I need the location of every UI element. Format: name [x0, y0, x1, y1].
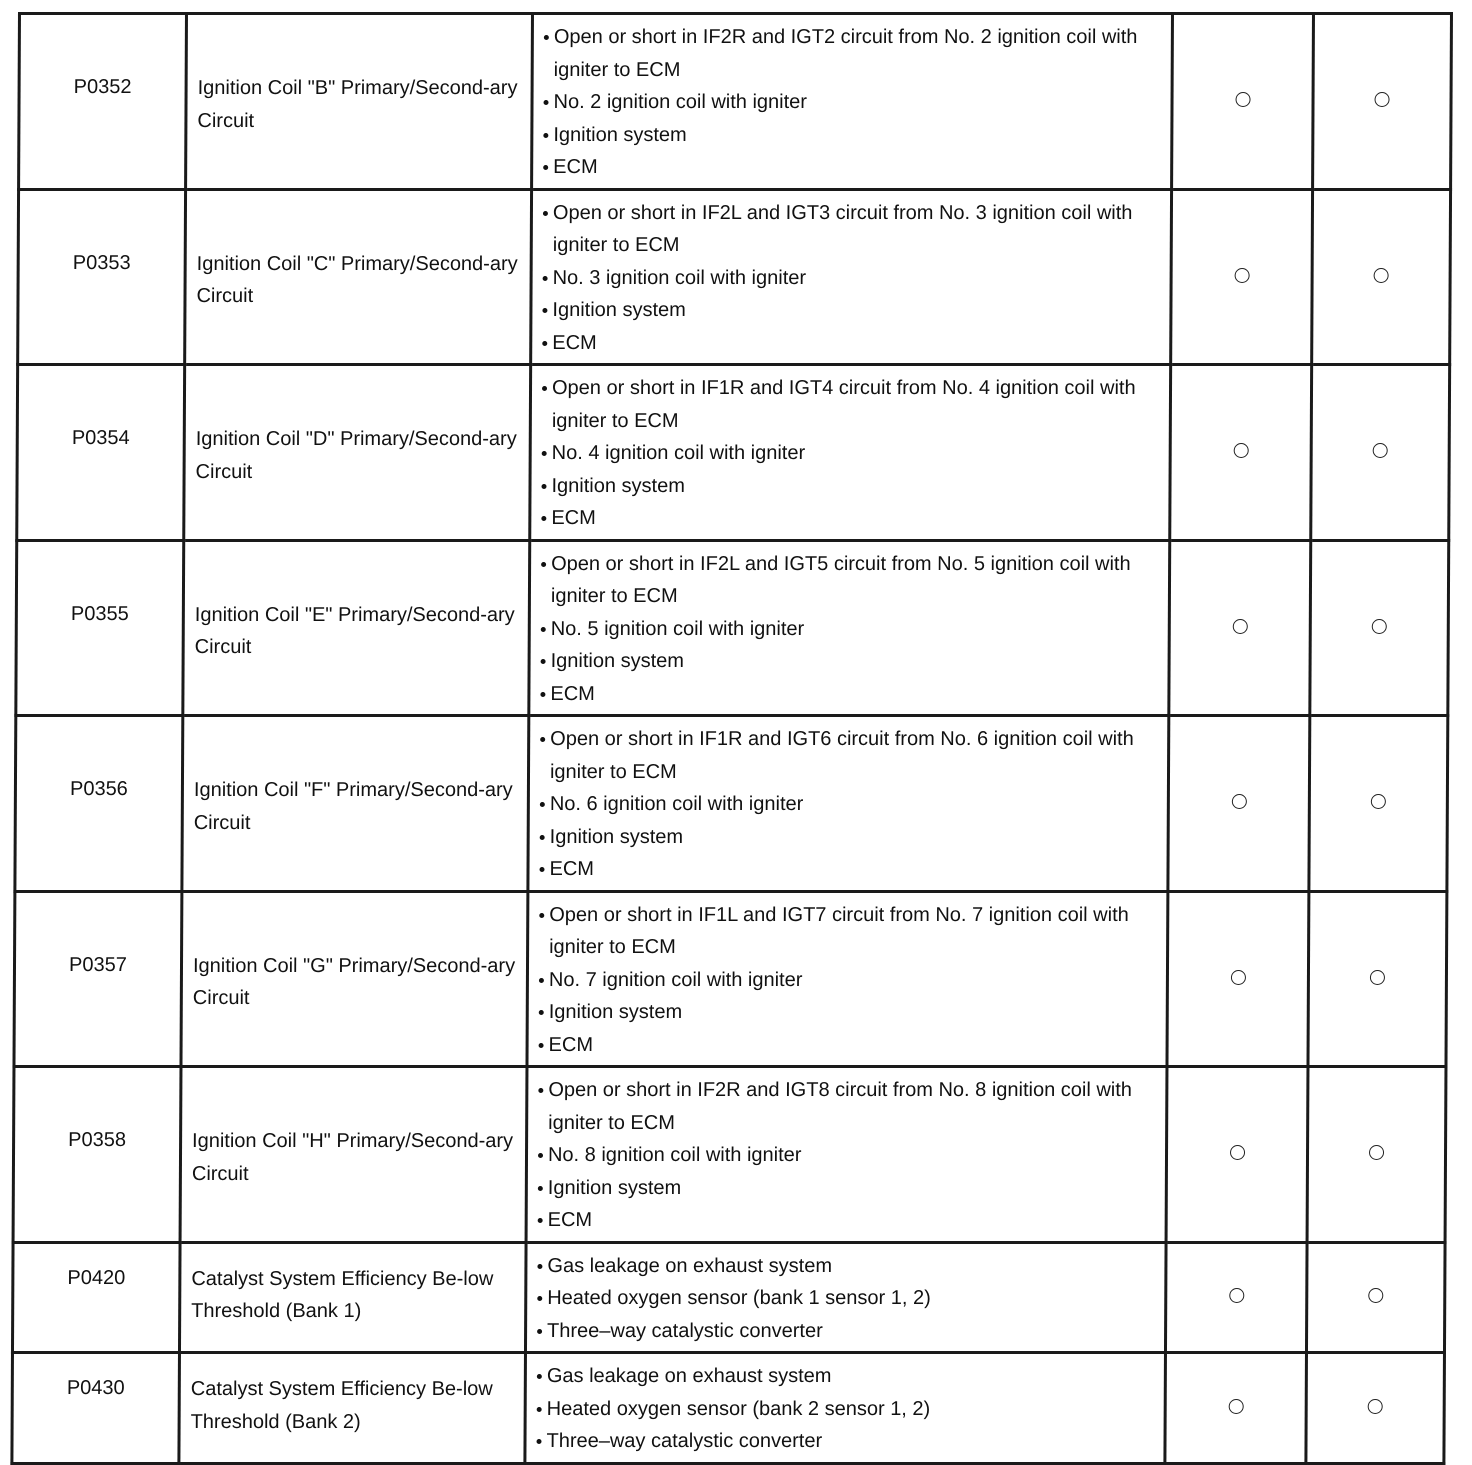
- table-row: [14, 891, 1447, 1067]
- cause-item: Open or short in IF2R and IGT2 circuit from No. 2 ignition coil with igniter to ECM: [542, 21, 1163, 86]
- cause-item: ECM: [537, 1029, 1158, 1062]
- check-mark-cell: [1169, 540, 1311, 716]
- circle-mark-icon: [1374, 268, 1389, 283]
- detection-item: Ignition Coil "B" Primary/Second-ary Circuit: [186, 14, 533, 190]
- cause-item: Ignition system: [541, 119, 1162, 152]
- dtc-table-body: [12, 14, 1452, 1464]
- circle-mark-icon: [1228, 1399, 1243, 1414]
- cause-item: Gas leakage on exhaust system: [535, 1250, 1156, 1283]
- cause-item: Ignition system: [540, 294, 1161, 327]
- circle-mark-icon: [1229, 1145, 1244, 1160]
- cause-item: Open or short in IF1R and IGT4 circuit from No. 4 ignition coil with igniter to ECM: [540, 372, 1161, 437]
- detection-item: Ignition Coil "F" Primary/Second-ary Circuit: [182, 716, 529, 892]
- detection-item: Catalyst System Efficiency Be-low Threshold (Bank 2): [179, 1353, 526, 1464]
- dtc-code: P0353: [18, 189, 186, 365]
- cause-list: [541, 21, 1163, 184]
- check-mark-cell: [1165, 1242, 1307, 1353]
- table-row: [13, 1067, 1446, 1243]
- trouble-area: [525, 1353, 1166, 1464]
- trouble-area: [527, 891, 1168, 1067]
- check-mark-cell: [1168, 716, 1310, 892]
- cause-item: No. 5 ignition coil with igniter: [539, 613, 1160, 646]
- detection-item: Ignition Coil "D" Primary/Second-ary Circuit: [184, 365, 531, 541]
- cause-item: No. 2 ignition coil with igniter: [541, 86, 1162, 119]
- circle-mark-icon: [1232, 619, 1247, 634]
- cause-item: ECM: [541, 151, 1162, 184]
- dtc-code: P0420: [12, 1242, 180, 1353]
- memory-mark-cell: [1306, 1353, 1445, 1464]
- trouble-area: [529, 540, 1170, 716]
- memory-mark-cell: [1308, 891, 1447, 1067]
- circle-mark-icon: [1233, 443, 1248, 458]
- memory-mark-cell: [1307, 1067, 1446, 1243]
- memory-mark-cell: [1306, 1242, 1445, 1353]
- cause-list: [534, 1360, 1156, 1458]
- cause-item: Three–way catalystic converter: [534, 1425, 1155, 1458]
- cause-list: [536, 1074, 1158, 1237]
- trouble-area: [525, 1242, 1166, 1353]
- cause-item: ECM: [538, 678, 1159, 711]
- circle-mark-icon: [1371, 794, 1386, 809]
- cause-item: Heated oxygen sensor (bank 1 sensor 1, 2): [535, 1282, 1156, 1315]
- cause-item: Open or short in IF2L and IGT5 circuit from No. 5 ignition coil with igniter to ECM: [539, 548, 1160, 613]
- dtc-code: P0357: [14, 891, 182, 1067]
- circle-mark-icon: [1229, 1288, 1244, 1303]
- dtc-code: P0352: [19, 14, 187, 190]
- check-mark-cell: [1171, 189, 1313, 365]
- cause-item: Ignition system: [539, 470, 1160, 503]
- check-mark-cell: [1166, 1067, 1308, 1243]
- cause-item: ECM: [537, 853, 1158, 886]
- check-mark-cell: [1167, 891, 1309, 1067]
- table-row: [12, 1242, 1445, 1353]
- dtc-code: P0358: [13, 1067, 181, 1243]
- memory-mark-cell: [1312, 189, 1451, 365]
- circle-mark-icon: [1370, 970, 1385, 985]
- circle-mark-icon: [1372, 619, 1387, 634]
- trouble-area: [528, 716, 1169, 892]
- trouble-area: [530, 365, 1171, 541]
- table-row: [19, 14, 1452, 190]
- check-mark-cell: [1165, 1353, 1307, 1464]
- detection-item: Ignition Coil "E" Primary/Second-ary Circuit: [183, 540, 530, 716]
- cause-item: ECM: [536, 1204, 1157, 1237]
- circle-mark-icon: [1368, 1399, 1383, 1414]
- detection-item: Ignition Coil "H" Primary/Second-ary Circuit: [180, 1067, 527, 1243]
- cause-item: Heated oxygen sensor (bank 2 sensor 1, 2): [535, 1393, 1156, 1426]
- cause-item: ECM: [540, 327, 1161, 360]
- memory-mark-cell: [1309, 716, 1448, 892]
- circle-mark-icon: [1235, 92, 1250, 107]
- memory-mark-cell: [1310, 540, 1449, 716]
- cause-item: Ignition system: [536, 1172, 1157, 1205]
- trouble-area: [526, 1067, 1167, 1243]
- cause-item: Ignition system: [537, 996, 1158, 1029]
- table-row: [18, 189, 1451, 365]
- circle-mark-icon: [1231, 794, 1246, 809]
- cause-item: No. 7 ignition coil with igniter: [537, 964, 1158, 997]
- cause-list: [537, 899, 1159, 1062]
- dtc-table: [10, 12, 1453, 1465]
- cause-item: Open or short in IF1L and IGT7 circuit from No. 7 ignition coil with igniter to ECM: [537, 899, 1158, 964]
- memory-mark-cell: [1311, 365, 1450, 541]
- circle-mark-icon: [1369, 1145, 1384, 1160]
- dtc-code: P0355: [16, 540, 184, 716]
- cause-list: [537, 723, 1159, 886]
- cause-list: [535, 1250, 1157, 1348]
- table-row: [17, 365, 1450, 541]
- memory-mark-cell: [1313, 14, 1452, 190]
- circle-mark-icon: [1375, 92, 1390, 107]
- cause-list: [538, 548, 1160, 711]
- cause-item: Three–way catalystic converter: [535, 1315, 1156, 1348]
- cause-item: Gas leakage on exhaust system: [535, 1360, 1156, 1393]
- dtc-code: P0354: [17, 365, 185, 541]
- cause-item: Open or short in IF1R and IGT6 circuit from No. 6 ignition coil with igniter to ECM: [538, 723, 1159, 788]
- cause-item: No. 6 ignition coil with igniter: [538, 788, 1159, 821]
- circle-mark-icon: [1373, 443, 1388, 458]
- circle-mark-icon: [1230, 970, 1245, 985]
- detection-item: Ignition Coil "C" Primary/Second-ary Circuit: [185, 189, 532, 365]
- detection-item: Ignition Coil "G" Primary/Second-ary Circuit: [181, 891, 528, 1067]
- dtc-code: P0430: [12, 1353, 180, 1464]
- cause-item: Open or short in IF2R and IGT8 circuit from No. 8 ignition coil with igniter to ECM: [536, 1074, 1157, 1139]
- table-row: [16, 540, 1449, 716]
- cause-item: ECM: [539, 502, 1160, 535]
- cause-item: Ignition system: [539, 645, 1160, 678]
- cause-item: Open or short in IF2L and IGT3 circuit from No. 3 ignition coil with igniter to ECM: [541, 197, 1162, 262]
- circle-mark-icon: [1234, 268, 1249, 283]
- cause-item: Ignition system: [538, 821, 1159, 854]
- cause-list: [540, 197, 1162, 360]
- trouble-area: [532, 14, 1173, 190]
- cause-item: No. 4 ignition coil with igniter: [540, 437, 1161, 470]
- table-row: [12, 1353, 1445, 1464]
- dtc-code: P0356: [15, 716, 183, 892]
- trouble-area: [531, 189, 1172, 365]
- table-row: [15, 716, 1448, 892]
- check-mark-cell: [1172, 14, 1314, 190]
- check-mark-cell: [1170, 365, 1312, 541]
- cause-item: No. 8 ignition coil with igniter: [536, 1139, 1157, 1172]
- detection-item: Catalyst System Efficiency Be-low Threshold (Bank 1): [179, 1242, 526, 1353]
- circle-mark-icon: [1368, 1288, 1383, 1303]
- cause-list: [539, 372, 1161, 535]
- cause-item: No. 3 ignition coil with igniter: [541, 262, 1162, 295]
